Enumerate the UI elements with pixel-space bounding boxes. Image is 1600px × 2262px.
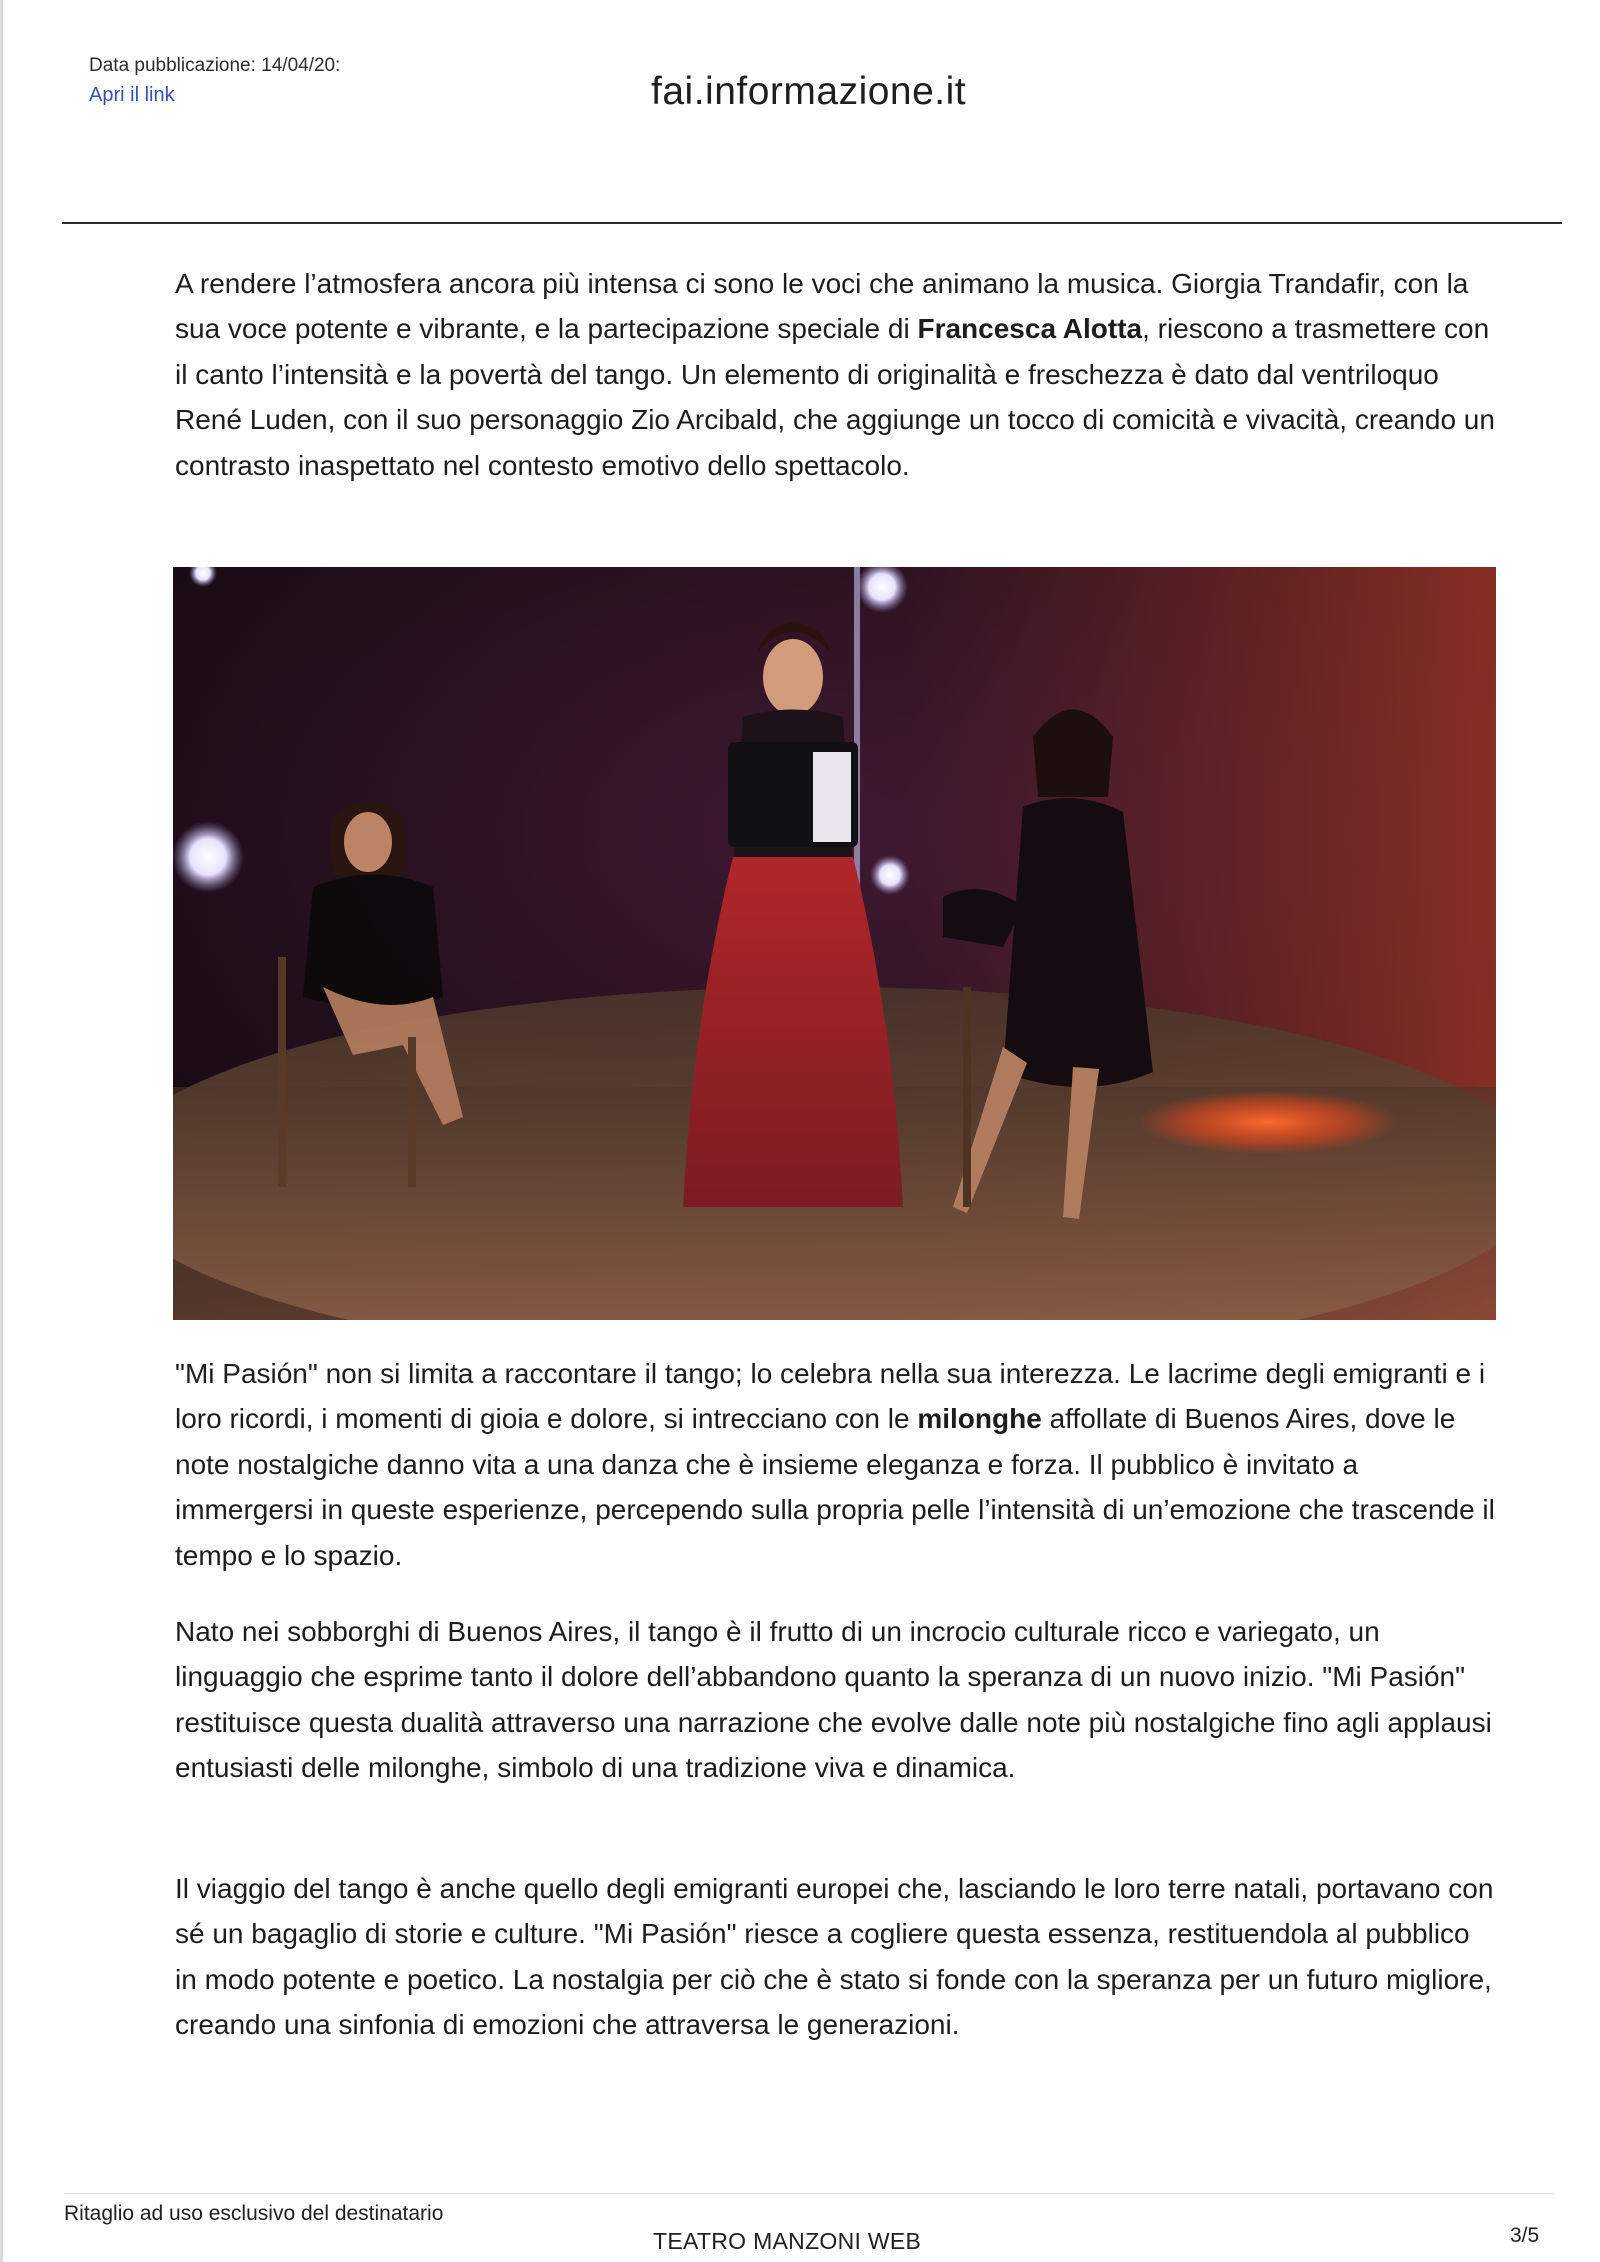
article-paragraph-4: Il viaggio del tango è anche quello degli emigranti europei che, lasciando le loro terre natali, portavano con sé un bagaglio di storie e culture. "Mi Pasión" riesce a cogliere questa essenza, restituendola al pubblico in modo potente e poetico. La nostalgia per ciò che è stato si fonde con la speranza per un futuro migliore, creando una sinfonia di emozioni che attraversa le generazioni. <box>175 1873 1494 2041</box>
site-title: fai.informazione.it <box>651 70 967 113</box>
milonghe-bold: milonghe <box>917 1403 1042 1435</box>
stage-photo <box>173 567 1496 1320</box>
article-paragraph-1 <box>175 261 1495 488</box>
footer-source: TEATRO MANZONI WEB <box>653 2228 922 2254</box>
article-paragraph-3: Nato nei sobborghi di Buenos Aires, il tango è il frutto di un incrocio culturale ricco e variegato, un linguaggio che esprime tanto il dolore dell’abbandono quanto la speranza di un nuovo inizio. "Mi Pasión" restituisce questa dualità attraverso una narrazione che evolve dalle note più nostalgiche fino agli applausi entusiasti delle milonghe, simbolo di una tradizione viva e dinamica. <box>175 1616 1492 1784</box>
artist-name-bold: Francesca Alotta <box>917 313 1143 345</box>
paragraph-text: A rendere l’atmosfera ancora più intensa ci sono le voci che animano la musica. Giorgia Trandafir, con la sua voce potente e vibrante, e la partecipazione speciale di <box>175 268 1469 345</box>
paragraph-text: affollate di Buenos Aires, dove le note nostalgiche danno vita a una danza che è insieme eleganza e forza. Il pubblico è invitato a immergersi in queste esperienze, percependo sulla propria pelle l’intensità di un’emozione che trascende il tempo e lo spazio. <box>175 1403 1495 1571</box>
footer-divider <box>64 2193 1554 2194</box>
footer-notice: Ritaglio ad uso esclusivo del destinatario <box>64 2202 444 2225</box>
paragraph-text: "Mi Pasión" non si limita a raccontare il tango; lo celebra nella sua interezza. Le lacrime degli emigranti e i loro ricordi, i momenti di gioia e dolore, si intrecciano con le <box>175 1358 1486 1435</box>
paragraph-text: , riescono a trasmettere con il canto l’intensità e la povertà del tango. Un elemento di originalità e freschezza è dato dal ventriloquo René Luden, con il suo personaggio Zio Arcibald, che aggiunge un tocco di comicità e vivacità, creando un contrasto inaspettato nel contesto emotivo dello spettacolo. <box>175 313 1495 481</box>
page-edge <box>0 0 3 2262</box>
page-number: 3/5 <box>1510 2224 1540 2247</box>
open-link[interactable]: Apri il link <box>89 84 175 106</box>
header-divider <box>62 222 1562 224</box>
article-paragraph-2 <box>175 1351 1495 1578</box>
publication-date: Data pubblicazione: 14/04/20: <box>89 55 341 76</box>
